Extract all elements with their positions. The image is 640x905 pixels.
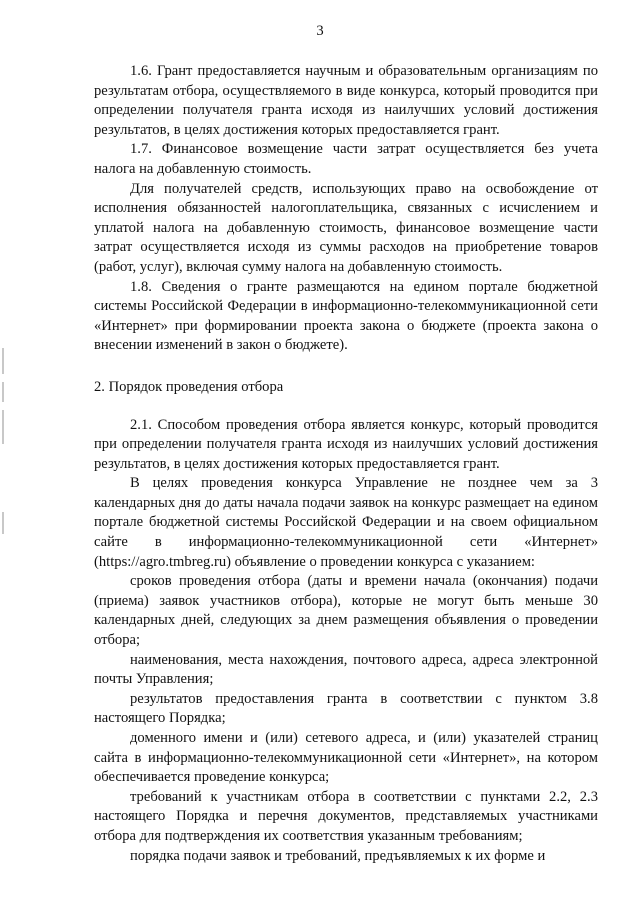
page-number: 3 [316, 23, 324, 39]
list-item-requirements: требований к участникам отбора в соответствии с пунктами 2.2, 2.3 настоящего Порядка и перечня документов, представляемых участниками отбора для подтверждения их соответствия указанным требованиям; [94, 788, 598, 844]
paragraph-1-8: 1.8. Сведения о гранте размещаются на едином портале бюджетной системы Российской Федерации в информационно-телекоммуникационной сети «Интернет» при формировании проекта закона о бюджете (проекта закона о внесении изменений в закон о бюджете). [94, 278, 598, 354]
paragraph-1-6: 1.6. Грант предоставляется научным и образовательным организациям по результатам отбора, осуществляемого в виде конкурса, который проводится при определении получателя гранта исходя из наилучших условий достижения результатов, в целях достижения которых предоставляется грант. [94, 63, 598, 138]
document-body [94, 62, 598, 866]
list-item-domain: доменного имени и (или) сетевого адреса, и (или) указателей страниц сайта в информационно-телекоммуникационной сети «Интернет», на котором обеспечивается проведение конкурса; [94, 730, 598, 786]
scan-margin-mark [2, 348, 4, 374]
paragraph-2-1: 2.1. Способом проведения отбора является конкурс, который проводится при определении получателя гранта исходя из наилучших условий достижения результатов, в целях достижения которых предоставляется грант. [94, 416, 598, 472]
scan-margin-mark [2, 382, 4, 402]
paragraph-vat-exemption: Для получателей средств, использующих право на освобождение от исполнения обязанностей налогоплательщика, связанных с исчислением и уплатой налога на добавленную стоимость, финансовое возмещение части затрат осуществляется исходя из суммы расходов на приобретение товаров (работ, услуг), включая сумму налога на добавленную стоимость. [94, 180, 598, 275]
scan-margin-mark [2, 512, 4, 534]
paragraph-1-7: 1.7. Финансовое возмещение части затрат осуществляется без учета налога на добавленную стоимость. [94, 141, 598, 177]
list-item-contacts: наименования, места нахождения, почтового адреса, адреса электронной почты Управления; [94, 651, 598, 688]
list-item-deadlines: сроков проведения отбора (даты и времени начала (окончания) подачи (приема) заявок участников отбора), которые не могут быть меньше 30 календарных дней, следующих за днем размещения объявления о проведении отбора; [94, 573, 598, 649]
scan-margin-mark [2, 410, 4, 444]
section-2-heading: 2. Порядок проведения отбора [94, 378, 284, 395]
list-item-results: результатов предоставления гранта в соответствии с пунктом 3.8 настоящего Порядка; [94, 690, 598, 727]
paragraph-announcement: В целях проведения конкурса Управление не позднее чем за 3 календарных дня до даты начала подачи заявок на конкурс размещает на едином портале бюджетной системы Российской Федерации и на своем официальном сайте в информационно-телекоммуникационной сети «Интернет» (https://agro.tmbreg.ru) объявление о проведении конкурса с указанием: [94, 475, 598, 570]
list-item-application-order: порядка подачи заявок и требований, предъявляемых к их форме и [130, 847, 546, 864]
